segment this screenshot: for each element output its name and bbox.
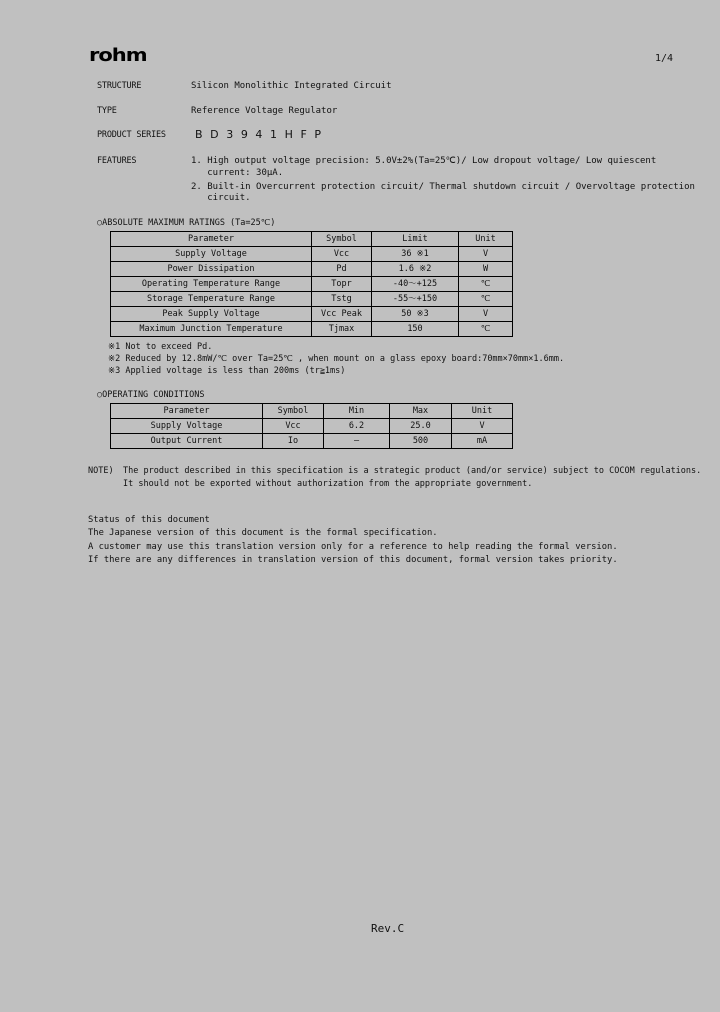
rohm-logo: rohm [89, 45, 147, 66]
cell-parameter: Supply Voltage [111, 419, 263, 434]
header-cell: Unit [452, 404, 513, 419]
product-series-value: BD3941HFP [195, 128, 329, 141]
note-line: It should not be exported without authorization from the appropriate government. [123, 479, 533, 489]
footnote: ※3 Applied voltage is less than 200ms (tr≧1ms) [108, 366, 346, 376]
cell-symbol: Topr [312, 277, 372, 292]
header-cell: Unit [459, 232, 513, 247]
status-line: If there are any differences in translation version of this document, formal version takes priority. [88, 555, 618, 565]
cell-parameter: Output Current [111, 434, 263, 449]
cell-limit: -40～+125 [372, 277, 459, 292]
cell-symbol: Tstg [312, 292, 372, 307]
status-line: A customer may use this translation version only for a reference to help reading the formal version. [88, 542, 618, 552]
page-number: 1/4 [655, 53, 674, 64]
cell-limit: 36 ※1 [372, 247, 459, 262]
cell-unit: V [459, 247, 513, 262]
table-row [111, 277, 513, 292]
cell-unit: ℃ [459, 292, 513, 307]
revision-label: Rev.C [371, 922, 405, 935]
op-cond-title: ○OPERATING CONDITIONS [97, 390, 205, 400]
product-series-label: PRODUCT SERIES [97, 130, 166, 140]
table-row [111, 307, 513, 322]
header-cell: Parameter [111, 232, 312, 247]
cell-max: 25.0 [390, 419, 452, 434]
cell-unit: V [452, 419, 513, 434]
cell-unit: ℃ [459, 322, 513, 337]
cell-limit: 150 [372, 322, 459, 337]
header-cell: Parameter [111, 404, 263, 419]
cell-symbol: Io [263, 434, 324, 449]
table-row [111, 262, 513, 277]
cell-symbol: Vcc Peak [312, 307, 372, 322]
feature-line: circuit. [191, 193, 251, 203]
feature-line: 1. High output voltage precision: 5.0V±2%(Ta=25℃)/ Low dropout voltage/ Low quiescent [191, 156, 657, 166]
cell-parameter: Supply Voltage [111, 247, 312, 262]
cell-parameter: Maximum Junction Temperature [111, 322, 312, 337]
type-label: TYPE [97, 106, 117, 116]
header-cell: Limit [372, 232, 459, 247]
table-row [111, 322, 513, 337]
header-cell: Symbol [263, 404, 324, 419]
cell-parameter: Operating Temperature Range [111, 277, 312, 292]
feature-line: 2. Built-in Overcurrent protection circuit/ Thermal shutdown circuit / Overvoltage protection [191, 182, 695, 192]
table-row [111, 434, 513, 449]
abs-max-title: ○ABSOLUTE MAXIMUM RATINGS (Ta=25℃) [97, 218, 276, 228]
cell-max: 500 [390, 434, 452, 449]
note-label: NOTE) [88, 466, 114, 476]
cell-limit: 50 ※3 [372, 307, 459, 322]
cell-symbol: Vcc [263, 419, 324, 434]
cell-min: — [324, 434, 390, 449]
header-cell: Min [324, 404, 390, 419]
cell-symbol: Vcc [312, 247, 372, 262]
cell-limit: -55～+150 [372, 292, 459, 307]
cell-unit: V [459, 307, 513, 322]
cell-min: 6.2 [324, 419, 390, 434]
table-header-row [111, 232, 513, 247]
structure-label: STRUCTURE [97, 81, 142, 91]
feature-line: current: 30μA. [191, 168, 284, 178]
op-cond-table [110, 403, 513, 449]
type-value: Reference Voltage Regulator [191, 106, 338, 116]
table-row [111, 247, 513, 262]
table-row [111, 419, 513, 434]
abs-max-table [110, 231, 513, 337]
footnote: ※2 Reduced by 12.8mW/℃ over Ta=25℃ , when mount on a glass epoxy board:70mm×70mm×1.6mm. [108, 354, 565, 364]
cell-symbol: Pd [312, 262, 372, 277]
cell-parameter: Power Dissipation [111, 262, 312, 277]
cell-unit: mA [452, 434, 513, 449]
features-label: FEATURES [97, 156, 137, 166]
cell-parameter: Peak Supply Voltage [111, 307, 312, 322]
cell-unit: ℃ [459, 277, 513, 292]
header-cell: Symbol [312, 232, 372, 247]
cell-symbol: Tjmax [312, 322, 372, 337]
footnote: ※1 Not to exceed Pd. [108, 342, 213, 352]
cell-limit: 1.6 ※2 [372, 262, 459, 277]
status-heading: Status of this document [88, 515, 210, 525]
table-header-row [111, 404, 513, 419]
header-cell: Max [390, 404, 452, 419]
structure-value: Silicon Monolithic Integrated Circuit [191, 81, 392, 91]
cell-unit: W [459, 262, 513, 277]
cell-parameter: Storage Temperature Range [111, 292, 312, 307]
note-line: The product described in this specification is a strategic product (and/or service) subject to COCOM regulations. [123, 466, 702, 476]
table-row [111, 292, 513, 307]
status-line: The Japanese version of this document is the formal specification. [88, 528, 438, 538]
